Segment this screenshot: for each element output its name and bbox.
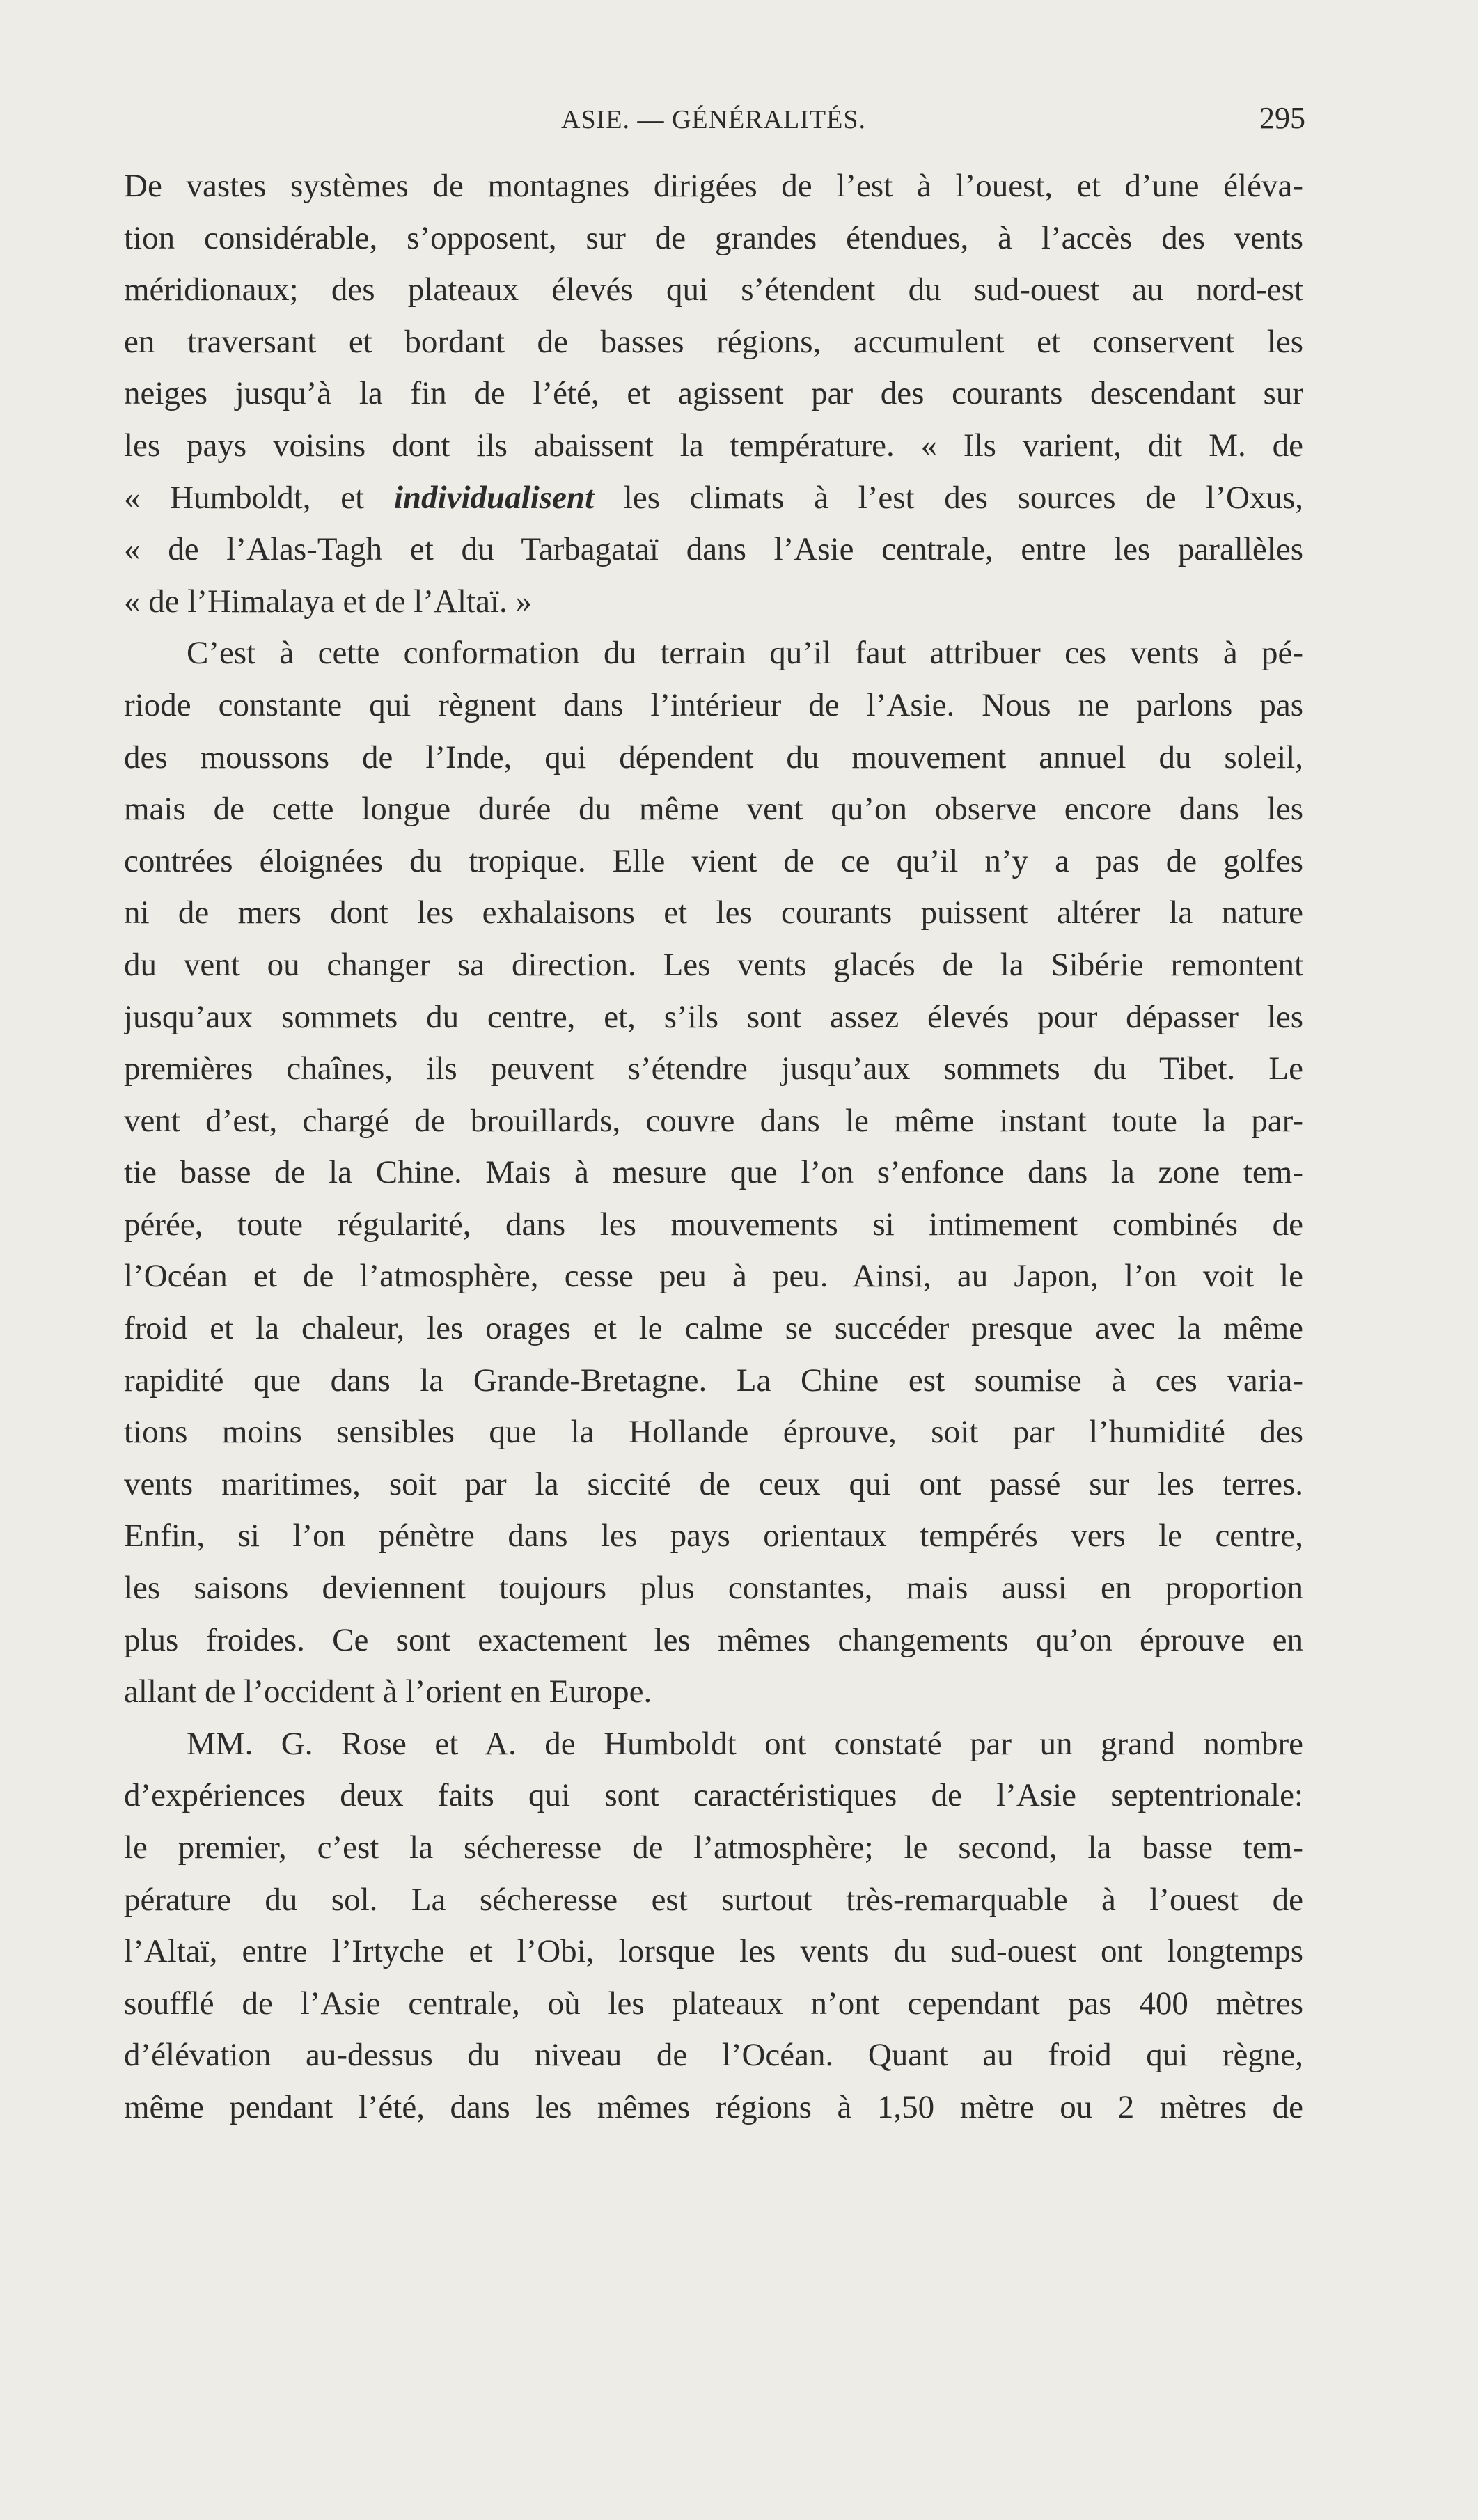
text-line: jusqu’aux sommets du centre, et, s’ils sont assez élevés pour dépasser les [124,998,1303,1035]
text-line: allant de l’occident à l’orient en Europe. [124,1674,652,1710]
text-line: mais de cette longue durée du même vent qu’on observe encore dans les [124,791,1303,828]
text-line: d’expériences deux faits qui sont caractéristiques de l’Asie septentrionale: [124,1777,1303,1814]
text-line: contrées éloignées du tropique. Elle vient de ce qu’il n’y a pas de golfes [124,842,1303,879]
text-line: le premier, c’est la sécheresse de l’atmosphère; le second, la basse tem- [124,1829,1303,1866]
page-number: 295 [1259,101,1305,135]
text-line: pérée, toute régularité, dans les mouvements si intimement combinés de [124,1206,1303,1243]
text-line: tie basse de la Chine. Mais à mesure que l’on s’enfonce dans la zone tem- [124,1154,1303,1191]
text-line: du vent ou changer sa direction. Les vents glacés de la Sibérie remontent [124,946,1303,983]
running-title: ASIE. — GÉNÉRALITÉS. [561,105,866,134]
text-line: pérature du sol. La sécheresse est surtout très-remarquable à l’ouest de [124,1881,1303,1918]
text-line: vent d’est, chargé de brouillards, couvre dans le même instant toute la par- [124,1102,1303,1139]
text-line: soufflé de l’Asie centrale, où les plateaux n’ont cependant pas 400 mètres [124,1985,1303,2022]
text-line: rapidité que dans la Grande-Bretagne. La Chine est soumise à ces varia- [124,1362,1303,1399]
running-head [122,97,1305,146]
text-line: en traversant et bordant de basses régions, accumulent et conservent les [124,323,1303,360]
text-line: C’est à cette conformation du terrain qu’il faut attribuer ces vents à pé- [187,635,1303,672]
text-line: vents maritimes, soit par la siccité de ceux qui ont passé sur les terres. [124,1465,1303,1502]
text-line: tion considérable, s’opposent, sur de grandes étendues, à l’accès des vents [124,219,1303,256]
text-line: plus froides. Ce sont exactement les mêmes changements qu’on éprouve en [124,1621,1303,1658]
text-line: des moussons de l’Inde, qui dépendent du mouvement annuel du soleil, [124,739,1303,775]
text-line: riode constante qui règnent dans l’intérieur de l’Asie. Nous ne parlons pas [124,686,1303,723]
text-line: même pendant l’été, dans les mêmes régions à 1,50 mètre ou 2 mètres de [124,2088,1303,2125]
text-run: les climats à l’est des sources de l’Oxus, [594,479,1303,516]
text-line: méridionaux; des plateaux élevés qui s’étendent du sud-ouest au nord-est [124,271,1303,308]
text-line: l’Océan et de l’atmosphère, cesse peu à peu. Ainsi, au Japon, l’on voit le [124,1258,1303,1295]
text-line: Enfin, si l’on pénètre dans les pays orientaux tempérés vers le centre, [124,1518,1303,1554]
text-run: « Humboldt, et [124,479,394,516]
text-line: les pays voisins dont ils abaissent la température. « Ils varient, dit M. de [124,427,1303,464]
text-line: d’élévation au-dessus du niveau de l’Océan. Quant au froid qui règne, [124,2037,1303,2074]
text-line: froid et la chaleur, les orages et le calme se succéder presque avec la même [124,1310,1303,1347]
text-line: premières chaînes, ils peuvent s’étendre jusqu’aux sommets du Tibet. Le [124,1050,1303,1087]
text-line: neiges jusqu’à la fin de l’été, et agissent par des courants descendant sur [124,375,1303,412]
body-text [124,160,1303,2134]
text-line: « de l’Alas-Tagh et du Tarbagataï dans l’Asie centrale, entre les parallèles [124,531,1303,568]
text-line: l’Altaï, entre l’Irtyche et l’Obi, lorsque les vents du sud-ouest ont longtemps [124,1933,1303,1970]
text-line: ni de mers dont les exhalaisons et les courants puissent altérer la nature [124,895,1303,931]
emphasized-word: individualisent [393,479,595,516]
text-line: De vastes systèmes de montagnes dirigées de l’est à l’ouest, et d’une éléva- [124,168,1303,204]
text-line [124,472,1303,524]
text-line: MM. G. Rose et A. de Humboldt ont constaté par un grand nombre [187,1725,1303,1762]
text-line: les saisons deviennent toujours plus constantes, mais aussi en proportion [124,1570,1303,1607]
text-line: tions moins sensibles que la Hollande éprouve, soit par l’humidité des [124,1414,1303,1451]
text-line: « de l’Himalaya et de l’Altaï. » [124,583,532,620]
